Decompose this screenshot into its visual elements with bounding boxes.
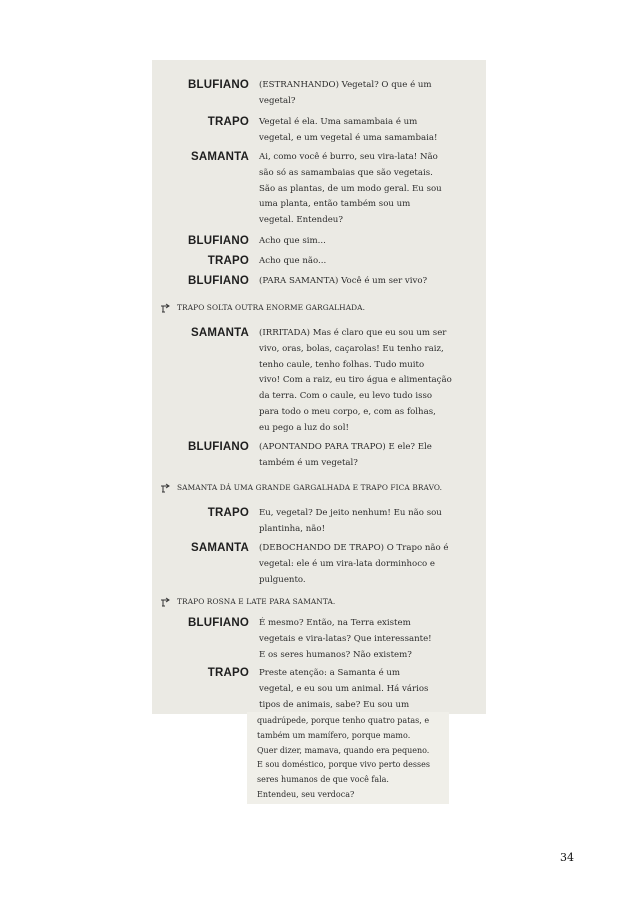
speech-text	[259, 234, 471, 250]
stage-direction	[160, 596, 335, 608]
speech-line: E sou doméstico, porque vivo perto desses	[257, 760, 430, 770]
speech-text	[259, 616, 471, 663]
speech-line: vegetal, e eu sou um animal. Há vários	[259, 683, 429, 694]
speech-line: eu pego a luz do sol!	[259, 422, 349, 433]
speech-line: Ai, como você é burro, seu vira-lata! Não	[259, 152, 438, 162]
speech-line: vegetal?	[259, 95, 296, 106]
speaker-name: BLUFIANO	[187, 441, 249, 453]
speech-line: seres humanos de que você fala.	[257, 775, 389, 785]
speaker-name: TRAPO	[207, 116, 249, 128]
speech-line: tenho caule, tenho folhas. Tudo muito	[259, 359, 425, 370]
pointing-hand-icon	[160, 302, 174, 314]
speech-line: É mesmo? Então, na Terra existem	[259, 618, 411, 628]
speaker-name: SAMANTA	[190, 151, 249, 163]
speaker-name: BLUFIANO	[187, 617, 249, 629]
speech-line: (PARA SAMANTA) Você é um ser vivo?	[259, 276, 428, 286]
speech-line: (APONTANDO PARA TRAPO) E ele? Ele	[259, 442, 432, 452]
stage-direction	[160, 482, 442, 494]
speech-line: da terra. Com o caule, eu levo tudo isso	[259, 391, 433, 402]
stage-direction	[160, 302, 365, 314]
speech-text	[259, 506, 471, 538]
speech-text	[259, 440, 471, 472]
speech-line: São as plantas, de um modo geral. Eu sou	[259, 183, 442, 194]
stage-direction-text: TRAPO SOLTA OUTRA ENORME GARGALHADA.	[177, 303, 366, 312]
speech-line: E os seres humanos? Não existem?	[259, 649, 412, 660]
speech-line: (DEBOCHANDO DE TRAPO) O Trapo não é	[259, 543, 449, 553]
scanned-script-page	[152, 60, 486, 714]
speech-text	[259, 541, 471, 588]
speech-line: para todo o meu corpo, e, com as folhas,	[259, 406, 436, 417]
speaker-name: BLUFIANO	[187, 235, 249, 247]
speech-line: tipos de animais, sabe? Eu sou um	[259, 699, 410, 710]
continuation-text	[257, 714, 447, 803]
speech-line: Eu, vegetal? De jeito nenhum! Eu não sou	[259, 508, 442, 518]
speech-text	[259, 326, 471, 437]
stage-direction-text: SAMANTA DÁ UMA GRANDE GARGALHADA E TRAPO FICA BRAVO.	[177, 483, 443, 492]
speaker-name: SAMANTA	[190, 542, 249, 554]
speech-line: Quer dizer, mamava, quando era pequeno.	[257, 745, 430, 755]
speech-line: uma planta, então também sou um	[259, 199, 411, 210]
speech-line: vegetal, e um vegetal é uma samambaia!	[259, 132, 438, 143]
speaker-name: BLUFIANO	[187, 275, 249, 287]
speech-line: vegetal. Entendeu?	[259, 215, 343, 226]
speech-line: vivo, oras, bolas, caçarolas! Eu tenho raiz,	[259, 343, 444, 354]
speech-text	[259, 274, 471, 290]
speaker-name: BLUFIANO	[187, 79, 249, 91]
scanned-continuation	[247, 712, 449, 804]
speech-line: são só as samambaias que são vegetais.	[259, 167, 433, 178]
stage-direction-text: TRAPO ROSNA E LATE PARA SAMANTA.	[177, 597, 336, 606]
pointing-hand-icon	[160, 596, 174, 608]
page-number: 34	[560, 851, 574, 864]
speech-line: plantinha, não!	[259, 523, 326, 534]
speech-line: (IRRITADA) Mas é claro que eu sou um ser	[259, 328, 447, 338]
speech-line: Preste atenção: a Samanta é um	[259, 668, 401, 678]
speech-line: também um mamífero, porque mamo.	[257, 730, 411, 740]
speaker-name: TRAPO	[207, 255, 249, 267]
speech-line: Vegetal é ela. Uma samambaia é um	[259, 117, 418, 127]
speech-line: pulguento.	[259, 574, 306, 585]
speech-line: (ESTRANHANDO) Vegetal? O que é um	[259, 80, 432, 90]
speech-line: Entendeu, seu verdoca?	[257, 789, 355, 799]
speech-text	[259, 666, 471, 713]
speech-text	[259, 254, 471, 270]
speech-text	[259, 78, 471, 110]
speech-text	[259, 150, 471, 229]
speech-line: vegetais e vira-latas? Que interessante!	[259, 633, 432, 644]
speech-line: vegetal: ele é um vira-lata dorminhoco e	[259, 558, 436, 569]
speech-text	[259, 115, 471, 147]
speech-line: Acho que sim...	[259, 236, 326, 246]
speech-line: quadrúpede, porque tenho quatro patas, e	[257, 716, 430, 725]
pointing-hand-icon	[160, 482, 174, 494]
speaker-name: SAMANTA	[190, 327, 249, 339]
speech-line: também é um vegetal?	[259, 457, 358, 468]
speaker-name: TRAPO	[207, 507, 249, 519]
speech-line: vivo! Com a raiz, eu tiro água e alimentação	[259, 375, 452, 386]
speaker-name: TRAPO	[207, 667, 249, 679]
speech-line: Acho que não...	[259, 256, 327, 266]
